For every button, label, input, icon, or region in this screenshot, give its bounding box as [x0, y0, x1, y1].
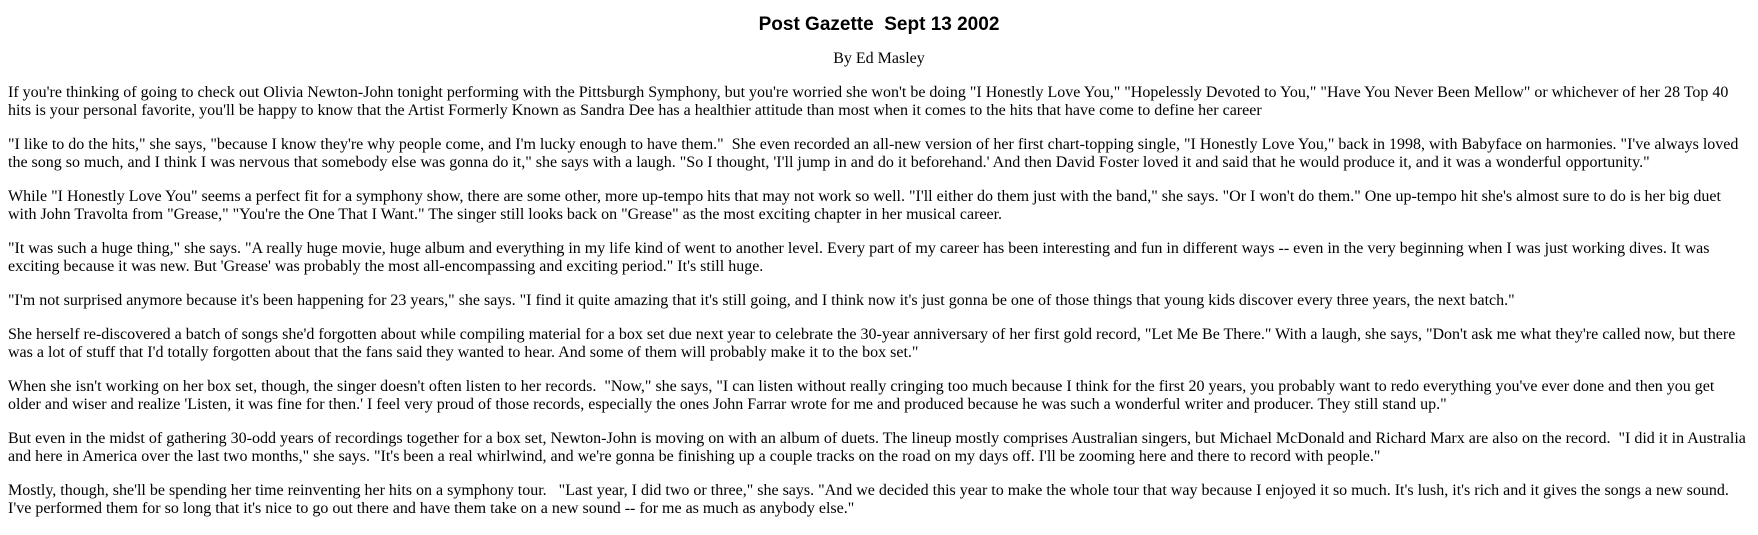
- article-byline: By Ed Masley: [833, 50, 925, 67]
- article-paragraph: But even in the midst of gathering 30-odd years of recordings together for a box set, Newton-John is moving on with an album of duets. The lineup mostly comprises Australian singers, but Michael McDonald and Richard Marx are also on the record. "I did it in Australia and here in America over the last two months," she says. "It's been a real whirlwind, and we're gonna be finishing up a couple tracks on the road on my days off. I'll be zooming here and there to record with people.": [8, 430, 1750, 465]
- article-paragraph: "I'm not surprised anymore because it's been happening for 23 years," she says. "I find it quite amazing that it's still going, and I think now it's just gonna be one of those things that young kids discover every three years, the next batch.": [8, 292, 1515, 309]
- article-paragraph: She herself re-discovered a batch of songs she'd forgotten about while compiling material for a box set due next year to celebrate the 30-year anniversary of her first gold record, "Let Me Be There." With a laugh, she says, "Don't ask me what they're called now, but there was a lot of stuff that I'd totally forgotten about that the fans said they wanted to hear. And some of them will probably make it to the box set.": [8, 326, 1740, 361]
- article-paragraph: Mostly, though, she'll be spending her time reinventing her hits on a symphony tour. "Last year, I did two or three," she says. "And we decided this year to make the whole tour that way because I enjoyed it so much. It's lush, it's rich and it gives the songs a new sound. I've performed them for so long that it's nice to go out there and have them take on a new sound -- for me as much as anybody else.": [8, 482, 1733, 517]
- article-paragraph: If you're thinking of going to check out Olivia Newton-John tonight performing with the Pittsburgh Symphony, but you're worried she won't be doing "I Honestly Love You," "Hopelessly Devoted to You," "Have You Never Been Mellow" or whichever of her 28 Top 40 hits is your personal favorite, you'll be happy to know that the Artist Formerly Known as Sandra Dee has a healthier attitude than most when it comes to the hits that have come to define her career: [8, 84, 1733, 119]
- article-paragraph: "It was such a huge thing," she says. "A really huge movie, huge album and everything in my life kind of went to another level. Every part of my career has been interesting and fun in different ways -- even in the very beginning when I was just working dives. It was exciting because it was new. But 'Grease' was probably the most all-encompassing and exciting period." It's still huge.: [8, 240, 1714, 275]
- article-paragraph: While "I Honestly Love You" seems a perfect fit for a symphony show, there are some other, more up-tempo hits that may not work so well. "I'll either do them just with the band," she says. "Or I won't do them." One up-tempo hit she's almost sure to do is her big duet with John Travolta from "Grease," "You're the One That I Want." The singer still looks back on "Grease" as the most exciting chapter in her musical career.: [8, 188, 1725, 223]
- article-paragraph: When she isn't working on her box set, though, the singer doesn't often listen to her records. "Now," she says, "I can listen without really cringing too much because I think for the first 20 years, you probably want to redo everything you've ever done and then you get older and wiser and realize 'Listen, it was fine for then.' I feel very proud of those records, especially the ones John Farrar wrote for me and produced because he was such a wonderful writer and producer. They still stand up.": [8, 378, 1719, 413]
- article-body: [8, 84, 1750, 518]
- article-paragraph: "I like to do the hits," she says, "because I know they're why people come, and I'm lucky enough to have them." She even recorded an all-new version of her first chart-topping single, "I Honestly Love You," back in 1998, with Babyface on harmonies. "I've always loved the song so much, and I think I was nervous that somebody else was gonna do it," she says with a laugh. "So I thought, 'I'll jump in and do it beforehand.' And then David Foster loved it and said that he would produce it, and it was a wonderful opportunity.": [8, 136, 1743, 171]
- article-headline: Post Gazette Sept 13 2002: [758, 14, 1000, 35]
